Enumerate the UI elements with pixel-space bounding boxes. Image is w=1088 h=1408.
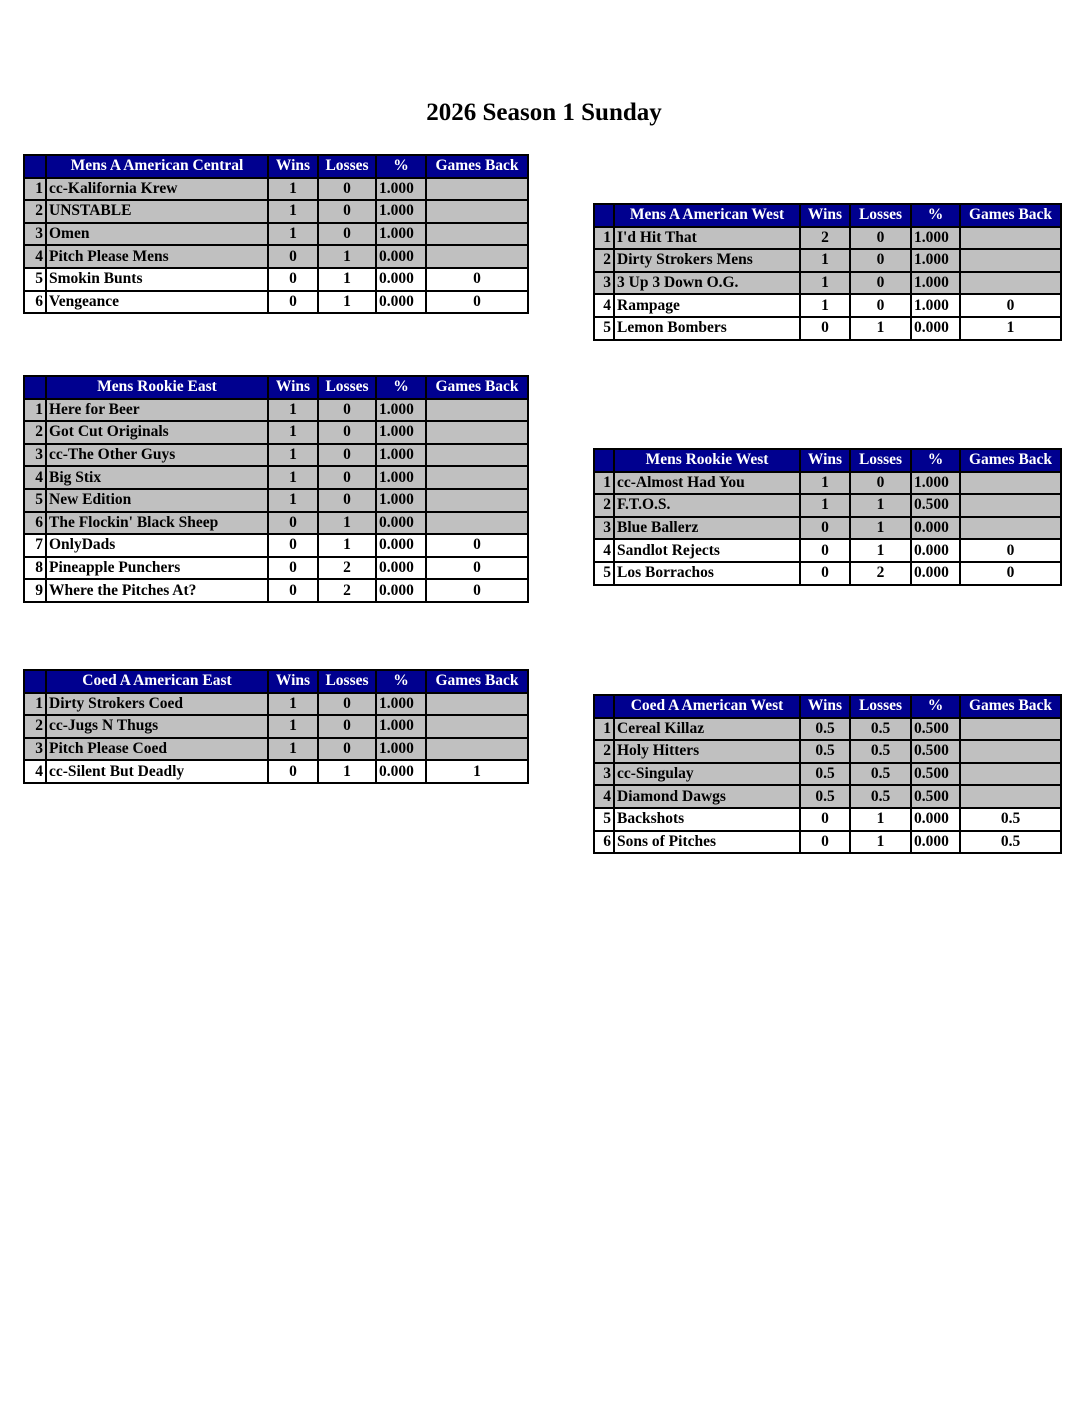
team-name-cell: Rampage <box>614 294 800 317</box>
team-name-cell: Lemon Bombers <box>614 317 800 340</box>
pct-cell: 0.000 <box>911 808 960 831</box>
team-name-cell: cc-The Other Guys <box>46 444 268 467</box>
table-row <box>594 831 1061 854</box>
pct-cell: 0.000 <box>376 268 426 291</box>
header-rank <box>24 670 46 693</box>
losses-cell: 2 <box>318 557 376 580</box>
team-name-cell: Dirty Strokers Coed <box>46 693 268 716</box>
table-row <box>24 421 528 444</box>
pct-cell: 0.000 <box>376 291 426 314</box>
rank-cell: 2 <box>594 494 614 517</box>
losses-cell: 1 <box>318 245 376 268</box>
games-back-cell <box>960 718 1061 741</box>
header-row <box>594 449 1061 472</box>
table-row <box>594 494 1061 517</box>
losses-cell: 0 <box>318 738 376 761</box>
table-row <box>594 785 1061 808</box>
table-row <box>24 512 528 535</box>
rank-cell: 2 <box>24 715 46 738</box>
team-name-cell: I'd Hit That <box>614 227 800 250</box>
rank-cell: 7 <box>24 534 46 557</box>
losses-cell: 1 <box>850 317 911 340</box>
table-row <box>24 715 528 738</box>
team-name-cell: Los Borrachos <box>614 562 800 585</box>
rank-cell: 4 <box>594 294 614 317</box>
wins-cell: 1 <box>268 223 318 246</box>
division-name: Coed A American East <box>46 670 268 693</box>
losses-cell: 1 <box>850 539 911 562</box>
losses-cell: 0 <box>318 421 376 444</box>
rank-cell: 5 <box>594 317 614 340</box>
pct-cell: 0.500 <box>911 740 960 763</box>
standings-table-coed-a-american-west <box>593 694 1062 854</box>
games-back-cell <box>426 421 528 444</box>
games-back-cell: 0 <box>960 294 1061 317</box>
rank-cell: 1 <box>24 693 46 716</box>
standings-table-coed-a-american-east <box>23 669 529 784</box>
losses-cell: 0 <box>318 466 376 489</box>
team-name-cell: OnlyDads <box>46 534 268 557</box>
pct-cell: 1.000 <box>911 272 960 295</box>
pct-cell: 0.500 <box>911 718 960 741</box>
wins-cell: 0 <box>268 579 318 602</box>
pct-cell: 1.000 <box>376 466 426 489</box>
wins-cell: 1 <box>268 200 318 223</box>
wins-cell: 0 <box>268 534 318 557</box>
rank-cell: 3 <box>594 272 614 295</box>
pct-cell: 0.000 <box>911 317 960 340</box>
header-pct: % <box>376 155 426 178</box>
wins-cell: 1 <box>268 421 318 444</box>
header-rank <box>24 376 46 399</box>
team-name-cell: UNSTABLE <box>46 200 268 223</box>
wins-cell: 1 <box>268 715 318 738</box>
games-back-cell <box>960 517 1061 540</box>
losses-cell: 0 <box>850 249 911 272</box>
table-row <box>24 693 528 716</box>
table-row <box>594 294 1061 317</box>
rank-cell: 6 <box>24 512 46 535</box>
wins-cell: 1 <box>268 178 318 201</box>
team-name-cell: cc-Silent But Deadly <box>46 760 268 783</box>
wins-cell: 2 <box>800 227 850 250</box>
team-name-cell: Big Stix <box>46 466 268 489</box>
losses-cell: 1 <box>850 517 911 540</box>
wins-cell: 1 <box>268 399 318 422</box>
table-row <box>594 562 1061 585</box>
table-row <box>594 249 1061 272</box>
wins-cell: 0 <box>800 539 850 562</box>
team-name-cell: Blue Ballerz <box>614 517 800 540</box>
pct-cell: 1.000 <box>376 223 426 246</box>
losses-cell: 0.5 <box>850 740 911 763</box>
wins-cell: 0.5 <box>800 718 850 741</box>
page-title: 2026 Season 1 Sunday <box>426 99 662 126</box>
wins-cell: 0.5 <box>800 785 850 808</box>
rank-cell: 6 <box>594 831 614 854</box>
rank-cell: 8 <box>24 557 46 580</box>
header-row <box>24 376 528 399</box>
rank-cell: 5 <box>24 489 46 512</box>
losses-cell: 0 <box>318 444 376 467</box>
losses-cell: 0.5 <box>850 718 911 741</box>
rank-cell: 2 <box>24 421 46 444</box>
games-back-cell <box>960 472 1061 495</box>
table-row <box>24 399 528 422</box>
rank-cell: 3 <box>24 738 46 761</box>
games-back-cell <box>960 763 1061 786</box>
header-losses: Losses <box>850 204 911 227</box>
games-back-cell <box>960 785 1061 808</box>
pct-cell: 1.000 <box>911 472 960 495</box>
header-pct: % <box>911 695 960 718</box>
wins-cell: 0 <box>800 808 850 831</box>
pct-cell: 1.000 <box>911 294 960 317</box>
pct-cell: 0.000 <box>376 579 426 602</box>
games-back-cell: 0.5 <box>960 831 1061 854</box>
pct-cell: 1.000 <box>376 693 426 716</box>
standings-table-mens-a-american-west <box>593 203 1062 341</box>
team-name-cell: Sandlot Rejects <box>614 539 800 562</box>
wins-cell: 0 <box>800 317 850 340</box>
games-back-cell <box>426 245 528 268</box>
games-back-cell <box>426 693 528 716</box>
losses-cell: 0 <box>850 272 911 295</box>
header-losses: Losses <box>318 670 376 693</box>
team-name-cell: Backshots <box>614 808 800 831</box>
wins-cell: 1 <box>800 249 850 272</box>
rank-cell: 1 <box>24 399 46 422</box>
team-name-cell: Where the Pitches At? <box>46 579 268 602</box>
pct-cell: 0.500 <box>911 785 960 808</box>
losses-cell: 0 <box>318 200 376 223</box>
header-rank <box>594 449 614 472</box>
team-name-cell: F.T.O.S. <box>614 494 800 517</box>
losses-cell: 0 <box>318 178 376 201</box>
table-row <box>24 466 528 489</box>
rank-cell: 3 <box>594 763 614 786</box>
team-name-cell: Cereal Killaz <box>614 718 800 741</box>
rank-cell: 5 <box>594 562 614 585</box>
header-pct: % <box>376 376 426 399</box>
wins-cell: 0.5 <box>800 763 850 786</box>
header-wins: Wins <box>800 695 850 718</box>
games-back-cell: 0 <box>426 534 528 557</box>
header-games-back: Games Back <box>960 695 1061 718</box>
table-row <box>24 557 528 580</box>
pct-cell: 1.000 <box>376 444 426 467</box>
header-pct: % <box>376 670 426 693</box>
wins-cell: 0 <box>268 291 318 314</box>
team-name-cell: 3 Up 3 Down O.G. <box>614 272 800 295</box>
pct-cell: 1.000 <box>376 738 426 761</box>
losses-cell: 0 <box>850 472 911 495</box>
header-rank <box>24 155 46 178</box>
table-row <box>24 738 528 761</box>
team-name-cell: Dirty Strokers Mens <box>614 249 800 272</box>
rank-cell: 4 <box>594 539 614 562</box>
wins-cell: 0 <box>800 831 850 854</box>
standings-table-mens-rookie-west <box>593 448 1062 586</box>
table-row <box>24 200 528 223</box>
pct-cell: 1.000 <box>911 227 960 250</box>
wins-cell: 0 <box>268 245 318 268</box>
games-back-cell: 0 <box>426 557 528 580</box>
standings-table-mens-rookie-east <box>23 375 529 603</box>
losses-cell: 2 <box>318 579 376 602</box>
games-back-cell <box>426 489 528 512</box>
games-back-cell <box>960 249 1061 272</box>
losses-cell: 0 <box>850 294 911 317</box>
games-back-cell <box>426 223 528 246</box>
pct-cell: 0.000 <box>376 512 426 535</box>
rank-cell: 4 <box>24 760 46 783</box>
team-name-cell: Here for Beer <box>46 399 268 422</box>
header-wins: Wins <box>800 449 850 472</box>
pct-cell: 1.000 <box>376 489 426 512</box>
table-row <box>24 534 528 557</box>
team-name-cell: Pitch Please Mens <box>46 245 268 268</box>
header-rank <box>594 204 614 227</box>
division-name: Mens Rookie East <box>46 376 268 399</box>
pct-cell: 0.000 <box>911 831 960 854</box>
table-row <box>594 317 1061 340</box>
losses-cell: 1 <box>318 512 376 535</box>
games-back-cell <box>426 738 528 761</box>
games-back-cell <box>426 178 528 201</box>
team-name-cell: New Edition <box>46 489 268 512</box>
team-name-cell: cc-Singulay <box>614 763 800 786</box>
table-row <box>24 579 528 602</box>
games-back-cell <box>426 512 528 535</box>
standings-table-mens-a-american-central <box>23 154 529 314</box>
table-row <box>24 223 528 246</box>
rank-cell: 1 <box>594 227 614 250</box>
pct-cell: 0.500 <box>911 494 960 517</box>
rank-cell: 4 <box>24 466 46 489</box>
rank-cell: 2 <box>594 249 614 272</box>
pct-cell: 0.500 <box>911 763 960 786</box>
rank-cell: 3 <box>594 517 614 540</box>
wins-cell: 0 <box>268 760 318 783</box>
header-row <box>594 204 1061 227</box>
rank-cell: 2 <box>594 740 614 763</box>
header-row <box>24 670 528 693</box>
games-back-cell: 0.5 <box>960 808 1061 831</box>
table-row <box>24 268 528 291</box>
rank-cell: 9 <box>24 579 46 602</box>
losses-cell: 0.5 <box>850 763 911 786</box>
games-back-cell: 1 <box>960 317 1061 340</box>
wins-cell: 0 <box>800 562 850 585</box>
games-back-cell: 0 <box>426 579 528 602</box>
losses-cell: 1 <box>318 760 376 783</box>
losses-cell: 0.5 <box>850 785 911 808</box>
header-games-back: Games Back <box>426 155 528 178</box>
losses-cell: 1 <box>850 831 911 854</box>
team-name-cell: cc-Kalifornia Krew <box>46 178 268 201</box>
rank-cell: 4 <box>24 245 46 268</box>
games-back-cell <box>426 466 528 489</box>
games-back-cell <box>426 444 528 467</box>
rank-cell: 1 <box>24 178 46 201</box>
wins-cell: 0 <box>268 557 318 580</box>
header-pct: % <box>911 449 960 472</box>
pct-cell: 1.000 <box>376 178 426 201</box>
pct-cell: 1.000 <box>376 399 426 422</box>
losses-cell: 0 <box>318 715 376 738</box>
wins-cell: 1 <box>800 494 850 517</box>
division-name: Mens Rookie West <box>614 449 800 472</box>
header-wins: Wins <box>800 204 850 227</box>
wins-cell: 0 <box>268 512 318 535</box>
rank-cell: 3 <box>24 223 46 246</box>
team-name-cell: Omen <box>46 223 268 246</box>
division-name: Coed A American West <box>614 695 800 718</box>
pct-cell: 1.000 <box>911 249 960 272</box>
pct-cell: 1.000 <box>376 200 426 223</box>
wins-cell: 1 <box>800 472 850 495</box>
table-row <box>594 472 1061 495</box>
table-row <box>24 760 528 783</box>
team-name-cell: Sons of Pitches <box>614 831 800 854</box>
header-wins: Wins <box>268 155 318 178</box>
header-games-back: Games Back <box>426 670 528 693</box>
losses-cell: 0 <box>318 489 376 512</box>
team-name-cell: cc-Almost Had You <box>614 472 800 495</box>
pct-cell: 0.000 <box>376 245 426 268</box>
team-name-cell: Smokin Bunts <box>46 268 268 291</box>
division-name: Mens A American Central <box>46 155 268 178</box>
rank-cell: 3 <box>24 444 46 467</box>
header-losses: Losses <box>318 155 376 178</box>
table-row <box>594 539 1061 562</box>
losses-cell: 0 <box>318 693 376 716</box>
header-rank <box>594 695 614 718</box>
wins-cell: 0 <box>800 517 850 540</box>
header-row <box>594 695 1061 718</box>
header-pct: % <box>911 204 960 227</box>
header-games-back: Games Back <box>426 376 528 399</box>
games-back-cell <box>426 715 528 738</box>
team-name-cell: Got Cut Originals <box>46 421 268 444</box>
pct-cell: 0.000 <box>911 539 960 562</box>
wins-cell: 1 <box>268 693 318 716</box>
team-name-cell: cc-Jugs N Thugs <box>46 715 268 738</box>
team-name-cell: Holy Hitters <box>614 740 800 763</box>
header-losses: Losses <box>850 695 911 718</box>
games-back-cell <box>960 494 1061 517</box>
table-row <box>594 272 1061 295</box>
table-row <box>594 763 1061 786</box>
games-back-cell <box>426 399 528 422</box>
losses-cell: 0 <box>318 399 376 422</box>
team-name-cell: Pineapple Punchers <box>46 557 268 580</box>
header-losses: Losses <box>318 376 376 399</box>
rank-cell: 5 <box>24 268 46 291</box>
header-wins: Wins <box>268 670 318 693</box>
pct-cell: 0.000 <box>376 557 426 580</box>
pct-cell: 0.000 <box>911 562 960 585</box>
team-name-cell: The Flockin' Black Sheep <box>46 512 268 535</box>
rank-cell: 5 <box>594 808 614 831</box>
table-row <box>594 227 1061 250</box>
games-back-cell: 0 <box>960 539 1061 562</box>
header-losses: Losses <box>850 449 911 472</box>
pct-cell: 0.000 <box>911 517 960 540</box>
rank-cell: 6 <box>24 291 46 314</box>
header-games-back: Games Back <box>960 449 1061 472</box>
table-row <box>594 740 1061 763</box>
games-back-cell: 0 <box>426 291 528 314</box>
pct-cell: 1.000 <box>376 421 426 444</box>
wins-cell: 1 <box>800 294 850 317</box>
games-back-cell <box>426 200 528 223</box>
table-row <box>24 245 528 268</box>
rank-cell: 4 <box>594 785 614 808</box>
table-row <box>24 178 528 201</box>
losses-cell: 1 <box>850 808 911 831</box>
rank-cell: 2 <box>24 200 46 223</box>
header-games-back: Games Back <box>960 204 1061 227</box>
team-name-cell: Diamond Dawgs <box>614 785 800 808</box>
wins-cell: 1 <box>268 738 318 761</box>
games-back-cell <box>960 740 1061 763</box>
losses-cell: 1 <box>850 494 911 517</box>
losses-cell: 1 <box>318 534 376 557</box>
pct-cell: 0.000 <box>376 534 426 557</box>
table-row <box>594 808 1061 831</box>
table-row <box>24 489 528 512</box>
table-row <box>594 718 1061 741</box>
team-name-cell: Vengeance <box>46 291 268 314</box>
wins-cell: 1 <box>800 272 850 295</box>
wins-cell: 1 <box>268 444 318 467</box>
team-name-cell: Pitch Please Coed <box>46 738 268 761</box>
games-back-cell: 1 <box>426 760 528 783</box>
losses-cell: 0 <box>318 223 376 246</box>
wins-cell: 1 <box>268 489 318 512</box>
rank-cell: 1 <box>594 472 614 495</box>
wins-cell: 0.5 <box>800 740 850 763</box>
games-back-cell <box>960 227 1061 250</box>
games-back-cell: 0 <box>960 562 1061 585</box>
losses-cell: 1 <box>318 268 376 291</box>
table-row <box>594 517 1061 540</box>
games-back-cell <box>960 272 1061 295</box>
losses-cell: 2 <box>850 562 911 585</box>
losses-cell: 0 <box>850 227 911 250</box>
losses-cell: 1 <box>318 291 376 314</box>
pct-cell: 1.000 <box>376 715 426 738</box>
games-back-cell: 0 <box>426 268 528 291</box>
table-row <box>24 444 528 467</box>
wins-cell: 0 <box>268 268 318 291</box>
wins-cell: 1 <box>268 466 318 489</box>
division-name: Mens A American West <box>614 204 800 227</box>
rank-cell: 1 <box>594 718 614 741</box>
header-wins: Wins <box>268 376 318 399</box>
header-row <box>24 155 528 178</box>
table-row <box>24 291 528 314</box>
pct-cell: 0.000 <box>376 760 426 783</box>
